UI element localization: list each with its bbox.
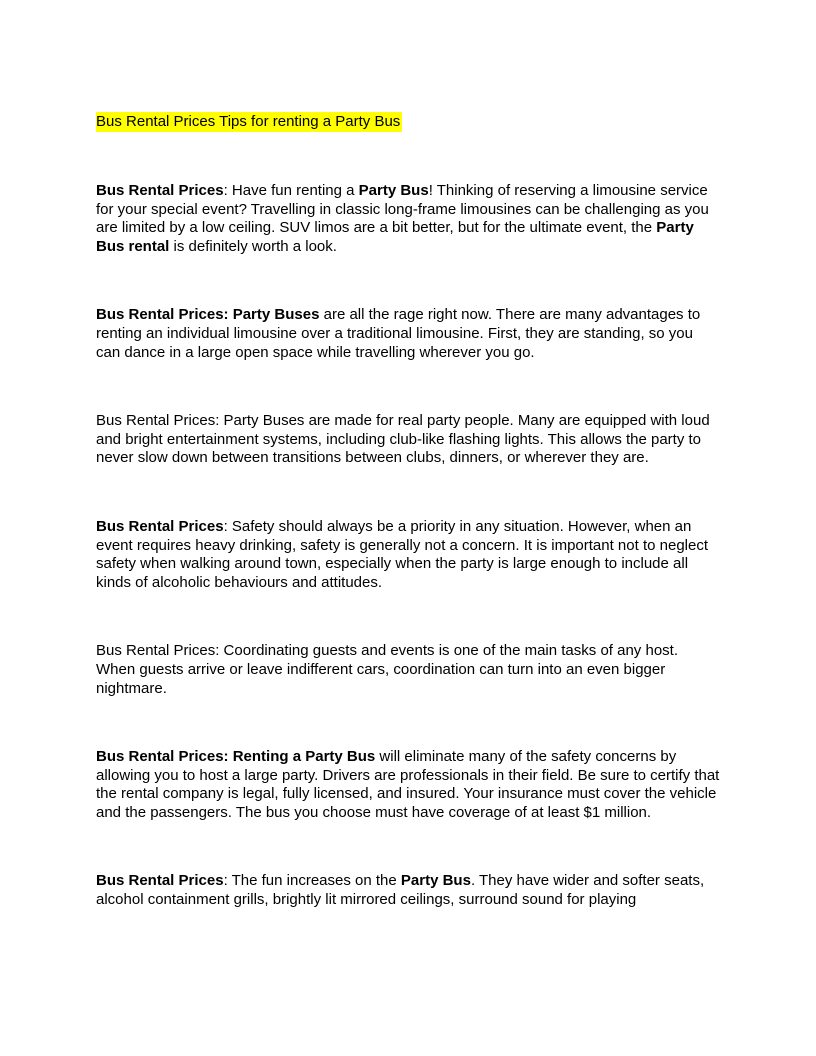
text-run: : Safety should always be a priority in any situation. However, when an event requires heavy drinking, safety is generally not a concern. It is important not to neglect safety when walking around town, especially when the party is large enough to include all kinds of alcoholic behaviours and attitudes. — [96, 517, 708, 591]
bold-text-run: Party Bus — [358, 182, 429, 199]
paragraph — [96, 182, 720, 256]
text-run: are all the rage right now. There are many advantages to renting an individual limousine over a traditional limousine. First, they are standing, so you can dance in a large open space while travelling wherever you go. — [96, 306, 701, 361]
bold-text-run: Party Bus rental — [96, 219, 694, 255]
bold-text-run: Bus Rental Prices — [96, 182, 224, 199]
text-run: Bus Rental Prices: Party Buses are made for real party people. Many are equipped with loud and bright entertainment systems, including club-like flashing lights. This allows the party to never slow down between transitions between clubs, dinners, or wherever they are. — [96, 412, 710, 467]
text-run: . They have wider and softer seats, alcohol containment grills, brightly lit mirrored ceilings, surround sound for playing — [96, 872, 705, 909]
text-run: : Have fun renting a — [223, 182, 359, 199]
bold-text-run: Bus Rental Prices — [96, 872, 224, 890]
paragraph — [96, 748, 720, 822]
paragraph — [96, 872, 720, 909]
text-run: : The fun increases on the — [223, 872, 401, 890]
bold-text-run: Party Bus — [400, 872, 471, 890]
paragraph — [96, 518, 720, 592]
bold-text-run: Bus Rental Prices: Party Buses — [96, 306, 320, 324]
bold-text-run: Bus Rental Prices — [96, 517, 224, 535]
text-run: will eliminate many of the safety concerns by allowing you to host a large party. Drivers are professionals in their field. Be sure to certify that the rental company is legal, fully licensed, and insured. Your insurance must cover the vehicle and the passengers. The bus you choose must have coverage of at least $1 million. — [96, 748, 720, 821]
document-body — [96, 182, 720, 910]
highlighted-title-text: Bus Rental Prices Tips for renting a Party Bus — [96, 113, 401, 130]
text-run: is definitely worth a look. — [169, 237, 337, 255]
text-run: ! Thinking of reserving a limousine service for your special event? Travelling in classic long-frame limousines can be challenging as you are limited by a low ceiling. SUV limos are a bit better, but for the ultimate event, the — [96, 182, 709, 237]
document-title — [96, 112, 720, 132]
paragraph — [96, 642, 720, 698]
text-run: Bus Rental Prices: Coordinating guests and events is one of the main tasks of any host. When guests arrive or leave indifferent cars, coordination can turn into an even bigger nightmare. — [96, 642, 678, 697]
paragraph — [96, 306, 720, 362]
paragraph — [96, 412, 720, 468]
bold-text-run: Bus Rental Prices: Renting a Party Bus — [96, 748, 376, 766]
